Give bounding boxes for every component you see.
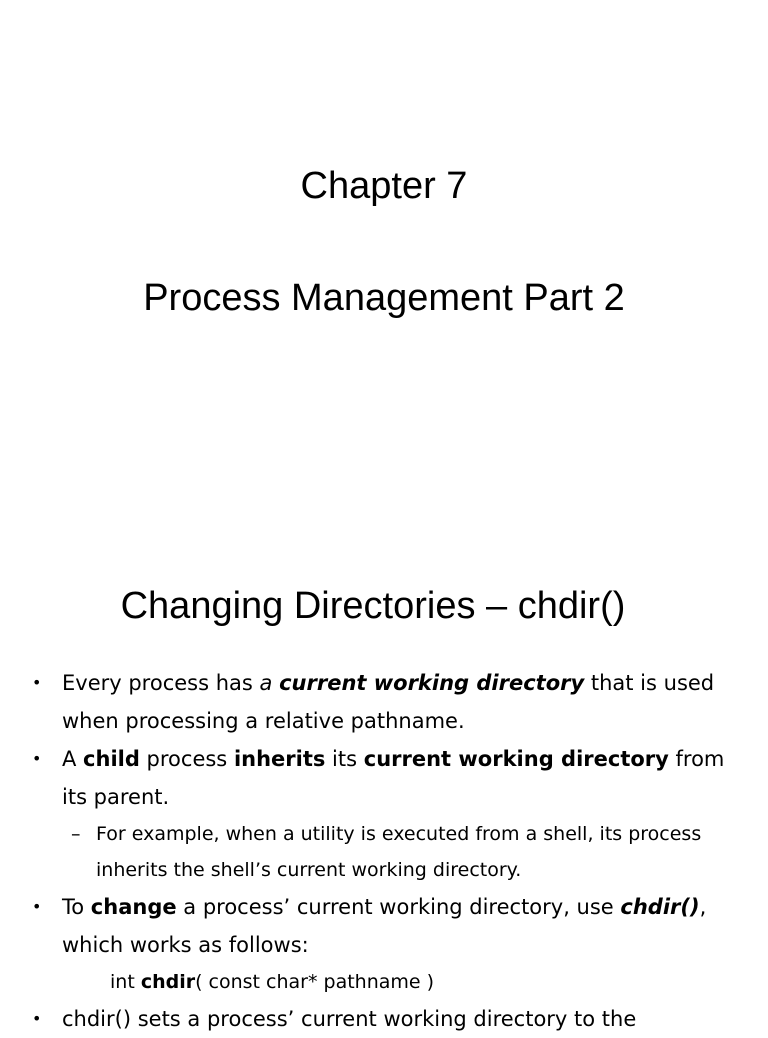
sub-bullet-text: For example, when a utility is executed from a shell, its process inherits the shell’s current working directory. xyxy=(96,823,702,881)
bullet-text: To xyxy=(62,895,91,919)
bullet-text-bold: current working directory xyxy=(363,747,669,771)
bullet-text-bold: child xyxy=(83,747,140,771)
bullet-list xyxy=(0,664,768,1038)
sub-bullet-example xyxy=(0,816,768,888)
bullet-text: a process’ current working directory, use xyxy=(176,895,621,919)
bullet-text-emphasis: current working directory xyxy=(279,671,585,695)
bullet-text: Every process has xyxy=(62,671,260,695)
code-function-name: chdir xyxy=(140,971,196,993)
bullet-text: its xyxy=(325,747,364,771)
bullet-inherit xyxy=(0,740,768,816)
code-signature xyxy=(0,964,768,1000)
bullet-change xyxy=(0,888,768,964)
bullet-text: from its parent. xyxy=(62,747,725,809)
bullet-text-emphasis: chdir() xyxy=(620,895,700,919)
bullet-glyph: • xyxy=(32,673,42,692)
bullet-text: A xyxy=(62,747,84,771)
bullet-glyph: • xyxy=(32,897,42,916)
dash-glyph: – xyxy=(71,823,81,845)
bullet-text-bold: inherits xyxy=(233,747,326,771)
bullet-cwd xyxy=(0,664,768,740)
bullet-text: chdir() sets a process’ current working directory to the xyxy=(62,1007,637,1031)
bullet-text: process xyxy=(139,747,234,771)
bullet-glyph: • xyxy=(32,749,42,768)
bullet-text: that is used when processing a relative pathname. xyxy=(62,671,715,733)
bullet-text-bold: change xyxy=(90,895,177,919)
bullet-text: , which works as follows: xyxy=(62,895,707,957)
code-text: int xyxy=(110,971,141,993)
code-text: ( const char* pathname ) xyxy=(195,971,435,993)
bullet-glyph: • xyxy=(32,1009,42,1028)
chapter-title: Chapter 7 xyxy=(300,165,468,207)
section-title: Changing Directories – chdir() xyxy=(120,585,626,627)
bullet-text-italic: a xyxy=(259,671,273,695)
chapter-subtitle: Process Management Part 2 xyxy=(143,277,625,319)
bullet-chdir-sets xyxy=(0,1000,768,1038)
